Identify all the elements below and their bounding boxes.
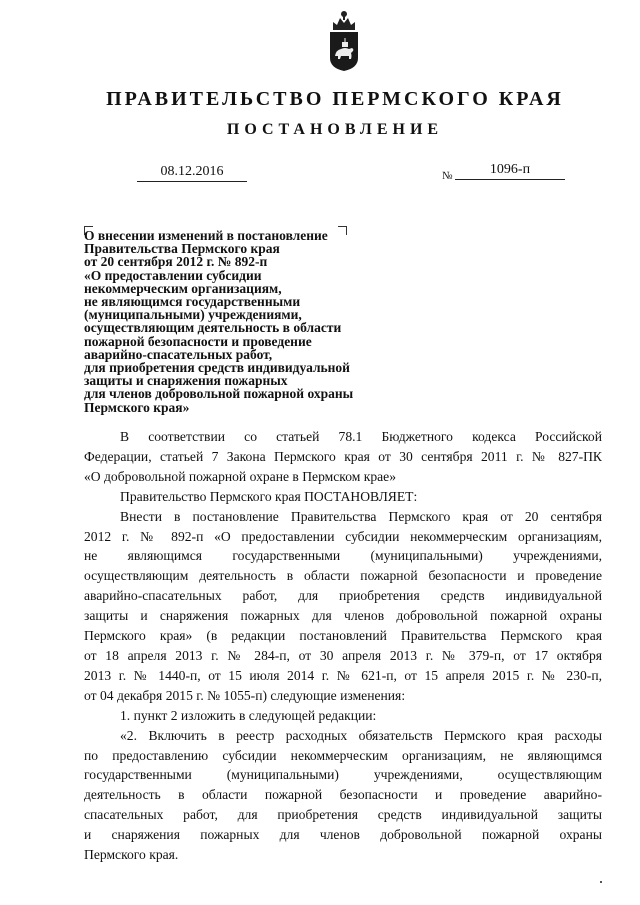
body-line: Пермского края» (в редакции постановлений Правительства Пермского края <box>84 628 602 644</box>
subject-line: некоммерческим организациям, <box>84 280 282 296</box>
body-line: деятельность в области пожарной безопасности и проведение аварийно- <box>84 787 602 803</box>
subject-line: Правительства Пермского края <box>84 241 280 257</box>
subject-line: пожарной безопасности и проведение <box>84 333 312 349</box>
body-line: «2. Включить в реестр расходных обязательств Пермского края расходы <box>120 727 602 743</box>
subject-line: для членов добровольной пожарной охраны <box>84 386 354 402</box>
body-line: Федерации, статьей 7 Закона Пермского края от 30 сентября 2011 г. № 827-ПК <box>84 448 602 464</box>
subject-line: О внесении изменений в постановление <box>84 228 328 243</box>
document-date: 08.12.2016 <box>137 164 247 182</box>
subject-line: Пермского края» <box>84 399 190 415</box>
body-line: не являющимся государственными (муниципальными) учреждениями, <box>84 548 602 564</box>
body-line: Внести в постановление Правительства Пермского края от 20 сентября <box>120 508 602 524</box>
subject-line: аварийно-спасательных работ, <box>84 346 273 362</box>
subject-line: для приобретения средств индивидуальной <box>84 360 350 376</box>
subject-line: защиты и снаряжения пожарных <box>84 373 288 389</box>
body-line: спасательных работ, для приобретения средств индивидуальной защиты <box>84 807 602 823</box>
number-sign: № <box>442 170 453 182</box>
body-line: от 04 декабря 2015 г. № 1055-п) следующие изменения: <box>84 687 406 703</box>
body-line: осуществляющим деятельность в области пожарной безопасности и проведение <box>84 568 602 584</box>
body-line: государственными (муниципальными) учреждениями, осуществляющим <box>84 767 602 783</box>
body-line: В соответствии со статьей 78.1 Бюджетного кодекса Российской <box>120 429 602 444</box>
body-line: защиты и снаряжения пожарных для членов добровольной пожарной охраны <box>84 608 602 624</box>
body-line: «О добровольной пожарной охране в Пермском крае» <box>84 468 397 484</box>
government-title: ПРАВИТЕЛЬСТВО ПЕРМСКОГО КРАЯ <box>106 88 564 110</box>
document-subject <box>84 229 394 414</box>
body-line: 1. пункт 2 изложить в следующей редакции: <box>120 707 377 723</box>
body-line: от 18 апреля 2013 г. № 284-п, от 30 апреля 2013 г. № 379-п, от 17 октября <box>84 647 602 663</box>
document-type: ПОСТАНОВЛЕНИЕ <box>226 121 444 138</box>
body-line: аварийно-спасательных работ, для приобретения средств индивидуальной <box>84 588 602 604</box>
document-number: 1096-п <box>455 162 565 180</box>
body-line: 2013 г. № 1440-п, от 15 июля 2014 г. № 621-п, от 15 апреля 2015 г. № 230-п, <box>84 667 602 683</box>
body-line: по предоставлению субсидии некоммерческим организациям, не являющимся <box>84 747 602 763</box>
subject-line: «О предоставлении субсидии <box>84 267 262 283</box>
subject-line: от 20 сентября 2012 г. № 892-п <box>84 254 268 270</box>
body-line: Правительство Пермского края ПОСТАНОВЛЯЕТ: <box>120 488 418 504</box>
subject-line: (муниципальными) учреждениями, <box>84 307 302 323</box>
scan-speck <box>600 881 602 883</box>
subject-line: осуществляющим деятельность в области <box>84 320 342 336</box>
coat-of-arms-icon <box>327 10 361 72</box>
body-line: и снаряжения пожарных для членов добровольной пожарной охраны <box>84 827 602 843</box>
body-line: 2012 г. № 892-п «О предоставлении субсидии некоммерческим организациям, <box>84 528 602 544</box>
subject-line: не являющимся государственными <box>84 294 301 310</box>
document-body <box>84 427 602 865</box>
body-line: Пермского края. <box>84 847 179 863</box>
